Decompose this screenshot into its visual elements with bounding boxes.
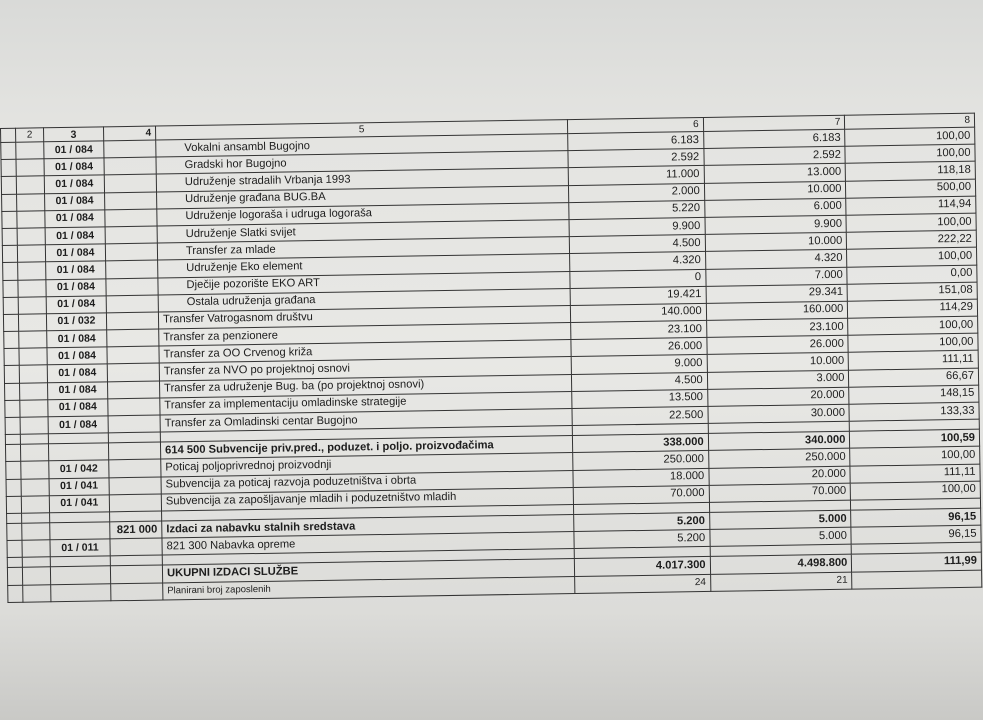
row-code-cell (51, 583, 111, 601)
row-code-cell: 01 / 084 (44, 141, 104, 159)
row-blank-cell (19, 314, 47, 332)
row-account-cell (104, 140, 156, 158)
row-col7-value: 3.000 (707, 370, 849, 389)
header-col-3: 3 (43, 127, 103, 142)
row-col6-value: 4.017.300 (574, 557, 710, 576)
row-account-cell: 821 000 (110, 521, 162, 539)
row-col8-value: 500,00 (846, 179, 976, 198)
row-description-cell: UKUPNI IZDACI SLUŽBE (162, 559, 574, 583)
row-account-cell (105, 226, 157, 244)
row-blank-cell (2, 228, 18, 245)
row-blank-cell (4, 366, 20, 383)
row-blank-cell (22, 540, 50, 558)
row-blank-cell (3, 280, 19, 297)
row-code-cell (50, 566, 110, 584)
header-col-2: 2 (16, 128, 44, 142)
row-col6-value: 5.200 (574, 530, 710, 549)
row-col8-value: 114,94 (846, 196, 976, 215)
row-col8-value: 66,67 (849, 368, 979, 387)
row-blank-cell (17, 211, 45, 229)
row-col7-value: 250.000 (708, 449, 850, 468)
row-col6-value: 24 (575, 574, 711, 593)
row-col7-value: 5.000 (709, 510, 851, 529)
row-blank-cell (23, 584, 51, 602)
row-col7-value: 4.498.800 (710, 554, 852, 573)
row-blank-cell (23, 567, 51, 585)
row-col7-value: 26.000 (707, 335, 849, 354)
row-col7-value: 4.320 (705, 250, 847, 269)
row-col7-value: 70.000 (709, 483, 851, 502)
row-col7-value: 9.900 (705, 215, 847, 234)
row-blank-cell (21, 478, 49, 496)
row-description-cell: Vokalni ansambl Bugojno (156, 134, 568, 158)
header-col-5: 5 (155, 120, 567, 140)
row-blank-cell (18, 245, 46, 263)
row-account-cell (105, 192, 157, 210)
row-col8-value: 111,11 (849, 351, 979, 370)
row-blank-cell (17, 176, 45, 194)
row-account-cell (108, 442, 160, 460)
row-description-cell: Transfer Vatrogasnom društvu (158, 305, 570, 329)
row-description-cell: Udruženje stradalih Vrbanja 1993 (156, 168, 568, 192)
row-description-cell: Udruženje Eko element (158, 254, 570, 278)
row-code-cell: 01 / 084 (47, 330, 107, 348)
row-blank-cell (20, 365, 48, 383)
row-code-cell: 01 / 032 (46, 313, 106, 331)
row-code-cell: 01 / 011 (50, 539, 110, 557)
row-col7-value: 13.000 (704, 164, 846, 183)
row-col8-value: 133,33 (849, 402, 979, 421)
row-col6-value: 0 (570, 269, 706, 288)
row-col6-value: 11.000 (568, 166, 704, 185)
row-col6-value: 5.200 (574, 512, 710, 531)
row-blank-cell (22, 513, 50, 523)
row-col7-value: 6.183 (703, 129, 845, 148)
row-col8-value: 96,15 (851, 525, 981, 544)
row-description-cell: Transfer za udruženje Bug. ba (po projektnoj osnovi) (159, 374, 571, 398)
row-blank-cell (18, 296, 46, 314)
row-description-cell: Planirani broj zaposlenih (163, 576, 575, 600)
table-body (1, 127, 982, 602)
row-code-cell: 01 / 084 (45, 210, 105, 228)
row-account-cell (109, 494, 161, 512)
row-account-cell (108, 415, 160, 433)
row-blank-cell (1, 142, 17, 159)
header-col-1 (1, 128, 17, 142)
header-col-7: 7 (703, 115, 845, 131)
row-blank-cell (1, 159, 17, 176)
row-col8-value: 100,00 (848, 316, 978, 335)
row-col7-value: 340.000 (708, 431, 850, 450)
row-col8-value: 100,00 (845, 127, 975, 146)
row-col8-value: 96,15 (851, 508, 981, 527)
row-code-cell: 01 / 042 (49, 460, 109, 478)
row-code-cell: 01 / 084 (48, 399, 108, 417)
row-col7-value: 20.000 (707, 387, 849, 406)
row-account-cell (110, 538, 162, 556)
row-blank-cell (18, 279, 46, 297)
row-col7-value: 160.000 (706, 301, 848, 320)
row-col8-value: 118,18 (846, 162, 976, 181)
row-description-cell: Gradski hor Bugojno (156, 151, 568, 175)
row-blank-cell (19, 331, 47, 349)
row-col8-value: 100,00 (847, 247, 977, 266)
row-blank-cell (18, 262, 46, 280)
row-col6-value: 4.500 (571, 372, 707, 391)
row-blank-cell (6, 479, 22, 496)
row-col8-value: 151,08 (847, 282, 977, 301)
row-account-cell (107, 329, 159, 347)
row-col8-value: 100,00 (850, 447, 980, 466)
row-col7-value: 30.000 (708, 404, 850, 423)
row-col8-value: 100,59 (850, 429, 980, 448)
row-account-cell (104, 174, 156, 192)
row-description-cell: Transfer za Omladinski centar Bugojno (160, 409, 572, 433)
row-col6-value: 2.592 (568, 149, 704, 168)
row-account-cell (108, 398, 160, 416)
row-col6-value: 140.000 (570, 303, 706, 322)
row-col8-value: 100,00 (845, 144, 975, 163)
row-blank-cell (6, 462, 22, 479)
row-col6-value: 6.183 (568, 131, 704, 150)
row-description-cell: Transfer za NVO po projektnoj osnovi (159, 357, 571, 381)
row-code-cell (48, 443, 108, 461)
row-col7-value: 10.000 (707, 353, 849, 372)
row-account-cell (105, 209, 157, 227)
row-description-cell: Dječije pozorište EKO ART (158, 271, 570, 295)
row-blank-cell (16, 159, 44, 177)
row-col8-value (852, 570, 982, 589)
row-blank-cell (7, 568, 23, 585)
row-code-cell: 01 / 084 (44, 192, 104, 210)
row-code-cell: 01 / 084 (47, 347, 107, 365)
row-blank-cell (3, 314, 19, 331)
row-code-cell: 01 / 041 (49, 477, 109, 495)
row-description-cell: Udruženje građana BUG.BA (157, 185, 569, 209)
row-col6-value: 9.000 (571, 355, 707, 374)
row-blank-cell (7, 540, 23, 557)
row-col6-value: 250.000 (573, 451, 709, 470)
row-blank-cell (21, 434, 49, 444)
row-blank-cell (5, 383, 21, 400)
row-description-cell: Udruženje logoraša i udruga logoraša (157, 202, 569, 226)
row-col8-value: 100,00 (848, 333, 978, 352)
row-blank-cell (5, 444, 21, 461)
row-col8-value: 111,99 (852, 552, 982, 571)
row-col6-value: 4.500 (569, 235, 705, 254)
row-blank-cell (7, 513, 22, 523)
row-col6-value: 22.500 (572, 406, 708, 425)
row-code-cell: 01 / 084 (45, 244, 105, 262)
row-col6-value: 26.000 (571, 338, 707, 357)
row-description-cell: Transfer za mlade (157, 237, 569, 261)
row-blank-cell (4, 331, 20, 348)
row-col6-value: 5.220 (569, 200, 705, 219)
row-code-cell (50, 522, 110, 540)
row-col6-value: 23.100 (571, 320, 707, 339)
row-account-cell (107, 381, 159, 399)
row-col7-value: 29.341 (706, 284, 848, 303)
document-sheet (0, 113, 978, 622)
row-col8-value: 100,00 (846, 213, 976, 232)
row-col8-value: 111,11 (850, 464, 980, 483)
row-description-cell: Ostala udruženja građana (158, 288, 570, 312)
row-blank-cell (3, 297, 19, 314)
row-account-cell (109, 459, 161, 477)
row-description-cell: Transfer za penzionere (159, 323, 571, 347)
row-col7-value: 6.000 (704, 198, 846, 217)
row-col7-value: 7.000 (705, 267, 847, 286)
row-col6-value: 13.500 (572, 389, 708, 408)
row-account-cell (106, 278, 158, 296)
header-col-8: 8 (845, 113, 975, 129)
row-account-cell (109, 477, 161, 495)
row-blank-cell (20, 382, 48, 400)
row-blank-cell (23, 557, 51, 567)
row-blank-cell (20, 417, 48, 435)
row-col8-value: 100,00 (851, 481, 981, 500)
row-col7-value: 2.592 (704, 146, 846, 165)
row-blank-cell (8, 585, 24, 602)
row-code-cell: 01 / 084 (44, 158, 104, 176)
row-blank-cell (21, 444, 49, 462)
header-col-6: 6 (567, 117, 703, 133)
row-account-cell (105, 243, 157, 261)
row-blank-cell (6, 496, 22, 513)
row-description-cell: 614 500 Subvencije priv.pred., poduzet. i poljo. proizvođačima (160, 436, 572, 460)
row-blank-cell (2, 194, 18, 211)
row-blank-cell (5, 417, 21, 434)
row-col8-value: 114,29 (848, 299, 978, 318)
row-col6-value: 19.421 (570, 286, 706, 305)
row-description-cell: Subvencija za zapošljavanje mladih i poduzetništvo mladih (161, 487, 573, 511)
row-col7-value: 20.000 (709, 466, 851, 485)
row-account-cell (106, 312, 158, 330)
row-blank-cell (2, 211, 18, 228)
row-description-cell: Transfer za OO Crvenog križa (159, 340, 571, 364)
row-code-cell: 01 / 084 (47, 364, 107, 382)
row-code-cell: 01 / 084 (45, 227, 105, 245)
row-account-cell (106, 260, 158, 278)
row-blank-cell (22, 523, 50, 541)
row-account-cell (110, 565, 162, 583)
row-account-cell (106, 295, 158, 313)
row-code-cell: 01 / 084 (46, 278, 106, 296)
row-col7-value: 23.100 (706, 318, 848, 337)
row-description-cell: 821 300 Nabavka opreme (162, 532, 574, 556)
row-blank-cell (7, 558, 22, 568)
row-blank-cell (5, 400, 21, 417)
row-code-cell: 01 / 041 (49, 495, 109, 513)
row-col8-value: 0,00 (847, 265, 977, 284)
row-blank-cell (4, 348, 20, 365)
row-col7-value: 10.000 (704, 181, 846, 200)
header-col-4: 4 (103, 126, 155, 141)
row-col6-value: 338.000 (572, 434, 708, 453)
row-description-cell: Udruženje Slatki svijet (157, 220, 569, 244)
row-code-cell: 01 / 084 (48, 416, 108, 434)
row-blank-cell (5, 434, 20, 444)
row-account-cell (107, 346, 159, 364)
row-blank-cell (1, 177, 17, 194)
row-blank-cell (3, 263, 19, 280)
row-code-cell: 01 / 084 (45, 261, 105, 279)
row-col7-value: 5.000 (710, 527, 852, 546)
row-code-cell: 01 / 084 (46, 296, 106, 314)
row-blank-cell (2, 245, 18, 262)
row-description-cell: Subvencija za poticaj razvoja poduzetništva i obrta (161, 470, 573, 494)
row-col8-value: 222,22 (847, 230, 977, 249)
row-blank-cell (21, 461, 49, 479)
row-account-cell (111, 583, 163, 601)
row-description-cell: Transfer za implementaciju omladinske strategije (160, 391, 572, 415)
row-account-cell (107, 363, 159, 381)
row-blank-cell (17, 193, 45, 211)
budget-table (0, 113, 982, 603)
row-blank-cell (17, 228, 45, 246)
row-col7-value: 10.000 (705, 232, 847, 251)
row-description-cell: Poticaj poljoprivrednoj proizvodnji (161, 453, 573, 477)
row-col6-value: 70.000 (573, 485, 709, 504)
row-blank-cell (20, 400, 48, 418)
row-col6-value: 2.000 (568, 183, 704, 202)
row-blank-cell (22, 496, 50, 514)
row-col6-value: 18.000 (573, 468, 709, 487)
row-col6-value: 9.900 (569, 217, 705, 236)
row-col6-value: 4.320 (570, 252, 706, 271)
row-col7-value: 21 (710, 572, 852, 591)
row-blank-cell (19, 348, 47, 366)
row-blank-cell (7, 523, 23, 540)
row-code-cell: 01 / 084 (47, 381, 107, 399)
row-account-cell (104, 157, 156, 175)
row-col8-value: 148,15 (849, 385, 979, 404)
row-blank-cell (16, 142, 44, 160)
row-description-cell: Izdaci za nabavku stalnih sredstava (162, 514, 574, 538)
row-code-cell: 01 / 084 (44, 175, 104, 193)
